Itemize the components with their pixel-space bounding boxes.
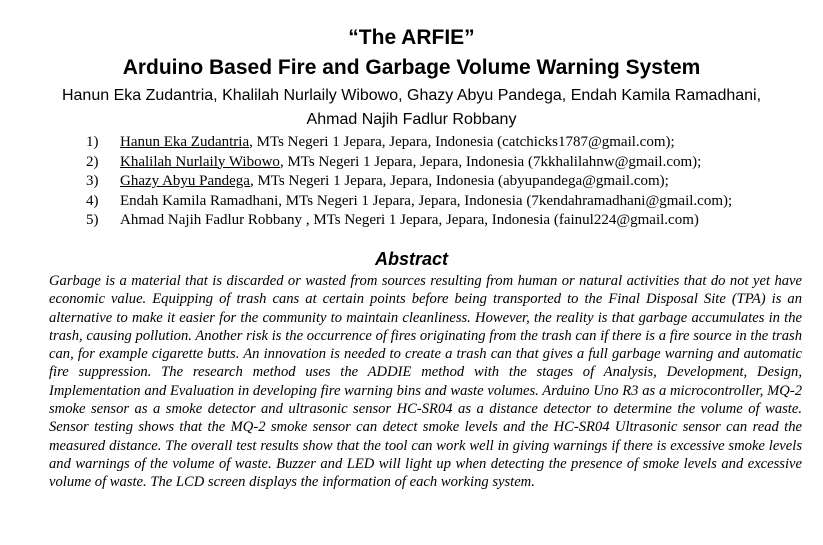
affiliation-number: 4) — [86, 192, 99, 209]
affiliation-number: 1) — [86, 134, 99, 150]
affiliation-author-name: Khalilah Nurlaily Wibowo — [120, 153, 280, 170]
affiliation-item — [86, 172, 816, 192]
affiliation-item — [86, 153, 816, 173]
affiliation-author-name: Ahmad Najih Fadlur Robbany — [120, 212, 303, 229]
affiliation-author-name: Endah Kamila Ramadhani — [120, 192, 279, 209]
abstract-heading: Abstract — [374, 249, 449, 269]
paper-title-short: “The ARFIE” — [348, 26, 475, 49]
affiliation-number: 3) — [86, 173, 99, 190]
affiliation-author-name: Ghazy Abyu Pandega — [120, 173, 250, 190]
affiliation-detail: , MTs Negeri 1 Jepara, Jepara, Indonesia (abyupandega@gmail.com); — [249, 173, 669, 190]
affiliation-detail: , MTs Negeri 1 Jepara, Jepara, Indonesia (7kendahramadhani@gmail.com); — [278, 192, 733, 209]
affiliation-detail: , MTs Negeri 1 Jepara, Jepara, Indonesia (7kkhalilahnw@gmail.com); — [279, 153, 702, 170]
affiliation-detail: , MTs Negeri 1 Jepara, Jepara, Indonesia (catchicks1787@gmail.com); — [249, 134, 675, 150]
affiliation-item — [86, 211, 816, 231]
author-list: Hanun Eka Zudantria, Khalilah Nurlaily Wibowo, Ghazy Abyu Pandega, Endah Kamila Ramadhani, Ahmad Najih Fadlur Robbany — [61, 87, 762, 128]
abstract-body: Garbage is a material that is discarded or wasted from sources resulting from human or natural activities that do not yet have economic value. Equipping of trash cans at certain points before being transported to the Final Disposal Site (TPA) is an alternative to make it easier for the community to maintain cleanliness. However, the reality is that garbage accumulates in the trash, causing pollution. Another risk is the occurrence of fires originating from the trash can if there is a fire source in the trash can, for example cigarette butts. An innovation is needed to create a trash can that gives a full garbage warning and automatic fire suppression. The research method uses the ADDIE method with the stages of Analysis, Development, Design, Implementation and Evaluation in developing fire warning bins and waste volumes. Arduino Uno R3 as a microcontroller, MQ-2 smoke sensor as a smoke detector and ultrasonic sensor HC-SR04 as a distance detector to determine the volume of waste. Sensor testing shows that the MQ-2 smoke sensor can detect smoke levels and the HC-SR04 Ultrasonic sensor can read the measured distance. The overall test results show that the tool can work well in giving warnings if there is excessive smoke levels and warnings of the volume of waste. Buzzer and LED will light up when detecting the presence of smoke levels and excessive volume of waste. The LCD screen displays the information of each working system. — [49, 273, 802, 491]
affiliation-number: 2) — [86, 153, 99, 170]
affiliation-author-name: Hanun Eka Zudantria — [120, 134, 250, 150]
affiliation-detail: , MTs Negeri 1 Jepara, Jepara, Indonesia (fainul224@gmail.com) — [302, 212, 699, 229]
affiliation-list — [86, 133, 816, 231]
affiliation-item — [86, 133, 816, 153]
affiliation-number: 5) — [86, 212, 99, 229]
affiliation-item — [86, 192, 816, 212]
paper-title-full: Arduino Based Fire and Garbage Volume Warning System — [122, 56, 701, 79]
